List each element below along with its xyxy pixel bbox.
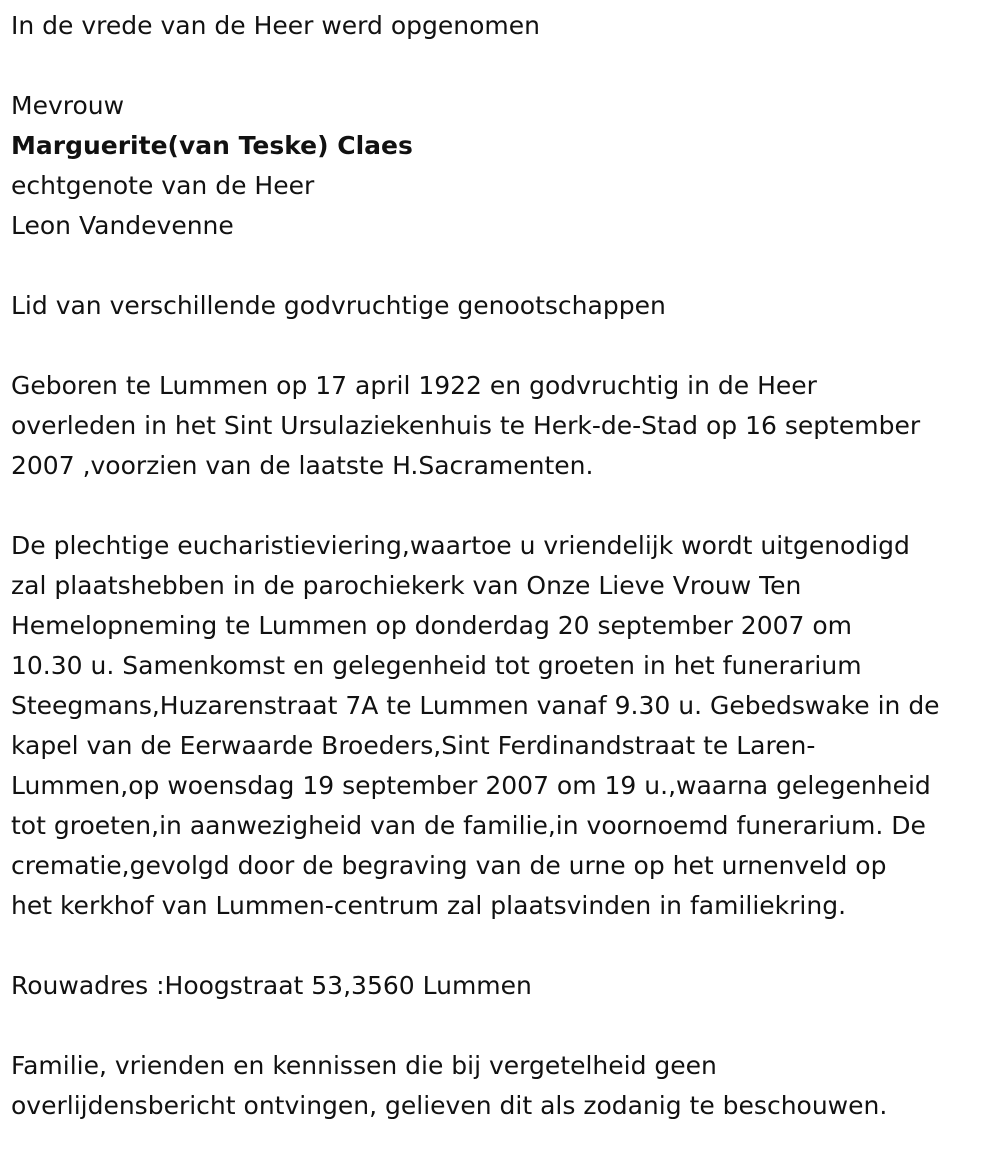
spouse-line-2: Leon Vandevenne [11, 211, 234, 240]
spacer [11, 486, 996, 526]
deceased-name: Marguerite(van Teske) Claes [11, 131, 413, 160]
paragraph-line: Geboren te Lummen op 17 april 1922 en godvruchtig in de Heer [11, 371, 817, 400]
paragraph-line: het kerkhof van Lummen-centrum zal plaatsvinden in familiekring. [11, 891, 847, 920]
paragraph-line: Hemelopneming te Lummen op donderdag 20 september 2007 om [11, 611, 853, 640]
paragraph-line: zal plaatshebben in de parochiekerk van Onze Lieve Vrouw Ten [11, 571, 802, 600]
ceremony-paragraph [11, 526, 996, 926]
obituary-notice [11, 6, 996, 1126]
paragraph-line: 2007 ,voorzien van de laatste H.Sacramenten. [11, 451, 594, 480]
paragraph-line: Steegmans,Huzarenstraat 7A te Lummen vanaf 9.30 u. Gebedswake in de [11, 691, 940, 720]
spacer [11, 246, 996, 286]
spacer [11, 326, 996, 366]
spacer [11, 1006, 996, 1046]
paragraph-line: tot groeten,in aanwezigheid van de familie,in voornoemd funerarium. De [11, 811, 926, 840]
spouse-line-1: echtgenote van de Heer [11, 171, 315, 200]
closing-paragraph [11, 1046, 996, 1126]
mourning-address: Rouwadres :Hoogstraat 53,3560 Lummen [11, 971, 532, 1000]
paragraph-line: Familie, vrienden en kennissen die bij vergetelheid geen [11, 1051, 717, 1080]
spacer [11, 46, 996, 86]
paragraph-line: Lummen,op woensdag 19 september 2007 om 19 u.,waarna gelegenheid [11, 771, 931, 800]
paragraph-line: kapel van de Eerwaarde Broeders,Sint Ferdinandstraat te Laren- [11, 731, 816, 760]
membership-line: Lid van verschillende godvruchtige genootschappen [11, 291, 666, 320]
birth-death-paragraph [11, 366, 996, 486]
paragraph-line: 10.30 u. Samenkomst en gelegenheid tot groeten in het funerarium [11, 651, 862, 680]
intro-line: In de vrede van de Heer werd opgenomen [11, 11, 540, 40]
paragraph-line: De plechtige eucharistieviering,waartoe u vriendelijk wordt uitgenodigd [11, 531, 910, 560]
spacer [11, 926, 996, 966]
paragraph-line: overleden in het Sint Ursulaziekenhuis te Herk-de-Stad op 16 september [11, 411, 921, 440]
paragraph-line: overlijdensbericht ontvingen, gelieven dit als zodanig te beschouwen. [11, 1091, 888, 1120]
salutation: Mevrouw [11, 91, 125, 120]
paragraph-line: crematie,gevolgd door de begraving van de urne op het urnenveld op [11, 851, 887, 880]
